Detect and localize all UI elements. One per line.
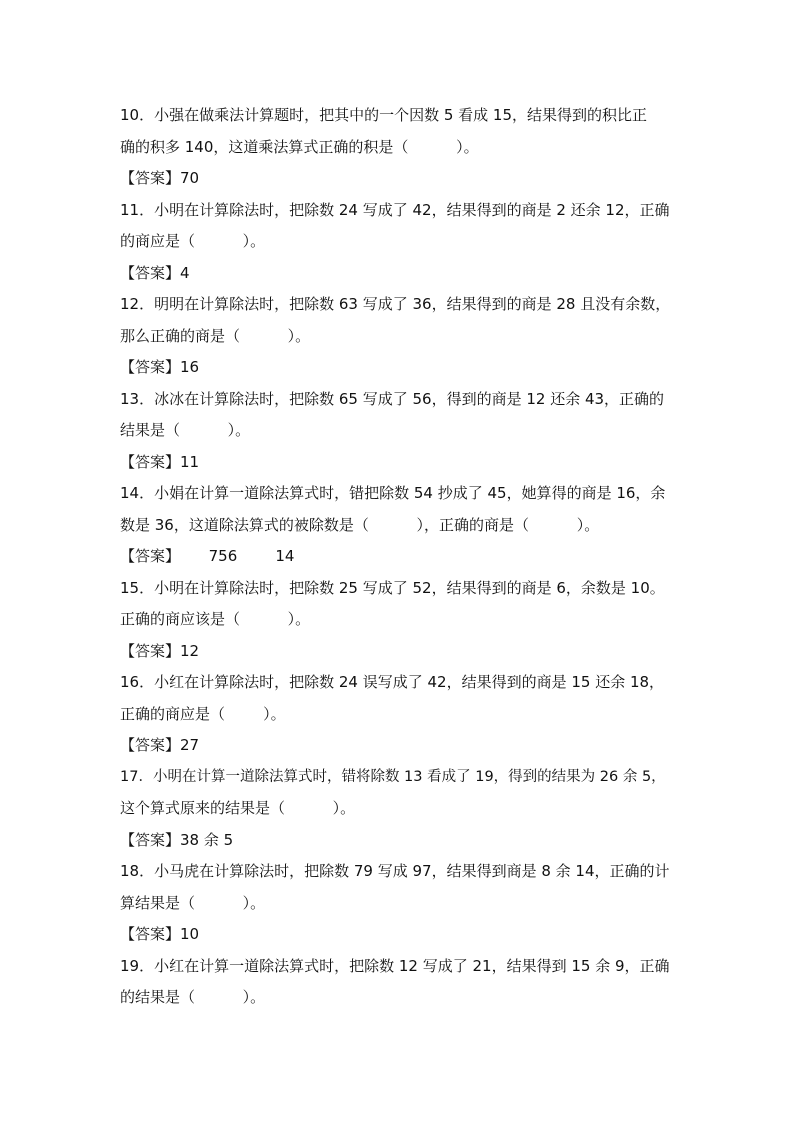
problem-15: [120, 573, 680, 668]
problem-11: [120, 195, 680, 290]
answer-line: 【答案】4: [120, 263, 190, 282]
answer-line: 【答案】38 余 5: [120, 830, 234, 849]
question-line: 结果是（ ）。: [120, 421, 251, 439]
question-line: 那么正确的商是（ ）。: [120, 326, 311, 345]
question-line: 正确的商应该是（ ）。: [120, 610, 311, 628]
question-line: 18．小马虎在计算除法时，把除数 79 写成 97，结果得到商是 8 余 14，正确的计: [120, 862, 670, 880]
problem-18: [120, 856, 680, 951]
problem-14: [120, 478, 680, 573]
question-line: 10．小强在做乘法计算题时，把其中的一个因数 5 看成 15，结果得到的积比正: [120, 106, 648, 124]
answer-line: 【答案】27: [120, 736, 200, 754]
answer-line: 【答案】70: [120, 169, 200, 187]
problem-list: [120, 100, 680, 1014]
answer-line: 【答案】12: [120, 641, 200, 660]
question-line: 15．小明在计算除法时，把除数 25 写成了 52，结果得到的商是 6，余数是 10。: [120, 578, 665, 597]
question-line: 19．小红在计算一道除法算式时，把除数 12 写成了 21，结果得到 15 余 9，正确: [120, 956, 670, 975]
question-line: 12．明明在计算除法时，把除数 63 写成了 36，结果得到的商是 28 且没有余数，: [120, 295, 671, 313]
question-line: 的商应是（ ）。: [120, 232, 266, 250]
answer-line: 【答案】16: [120, 358, 200, 376]
question-line: 16．小红在计算除法时，把除数 24 误写成了 42，结果得到的商是 15 还余 18，: [120, 673, 665, 691]
question-line: 14．小娟在计算一道除法算式时，错把除数 54 抄成了 45，她算得的商是 16，余: [120, 484, 666, 502]
problem-16: [120, 667, 680, 762]
question-line: 的结果是（ ）。: [120, 988, 266, 1006]
question-line: 数是 36，这道除法算式的被除数是（ ），正确的商是（ ）。: [120, 515, 600, 534]
problem-13: [120, 384, 680, 479]
problem-17: [120, 762, 680, 857]
question-line: 确的积多 140，这道乘法算式正确的积是（ ）。: [120, 137, 479, 156]
answer-line: 【答案】 756 14: [120, 547, 295, 565]
answer-line: 【答案】11: [120, 452, 200, 471]
question-line: 这个算式原来的结果是（ ）。: [120, 799, 356, 817]
problem-10: [120, 100, 680, 195]
problem-12: [120, 289, 680, 384]
question-line: 13．冰冰在计算除法时，把除数 65 写成了 56，得到的商是 12 还余 43，正确的: [120, 389, 665, 408]
question-line: 正确的商应是（ ）。: [120, 704, 286, 723]
answer-line: 【答案】10: [120, 925, 200, 943]
question-line: 17．小明在计算一道除法算式时，错将除数 13 看成了 19，得到的结果为 26 余 5，: [120, 768, 666, 785]
question-line: 算结果是（ ）。: [120, 893, 266, 912]
question-line: 11．小明在计算除法时，把除数 24 写成了 42，结果得到的商是 2 还余 12，正确: [120, 200, 670, 219]
problem-19: [120, 951, 680, 1014]
